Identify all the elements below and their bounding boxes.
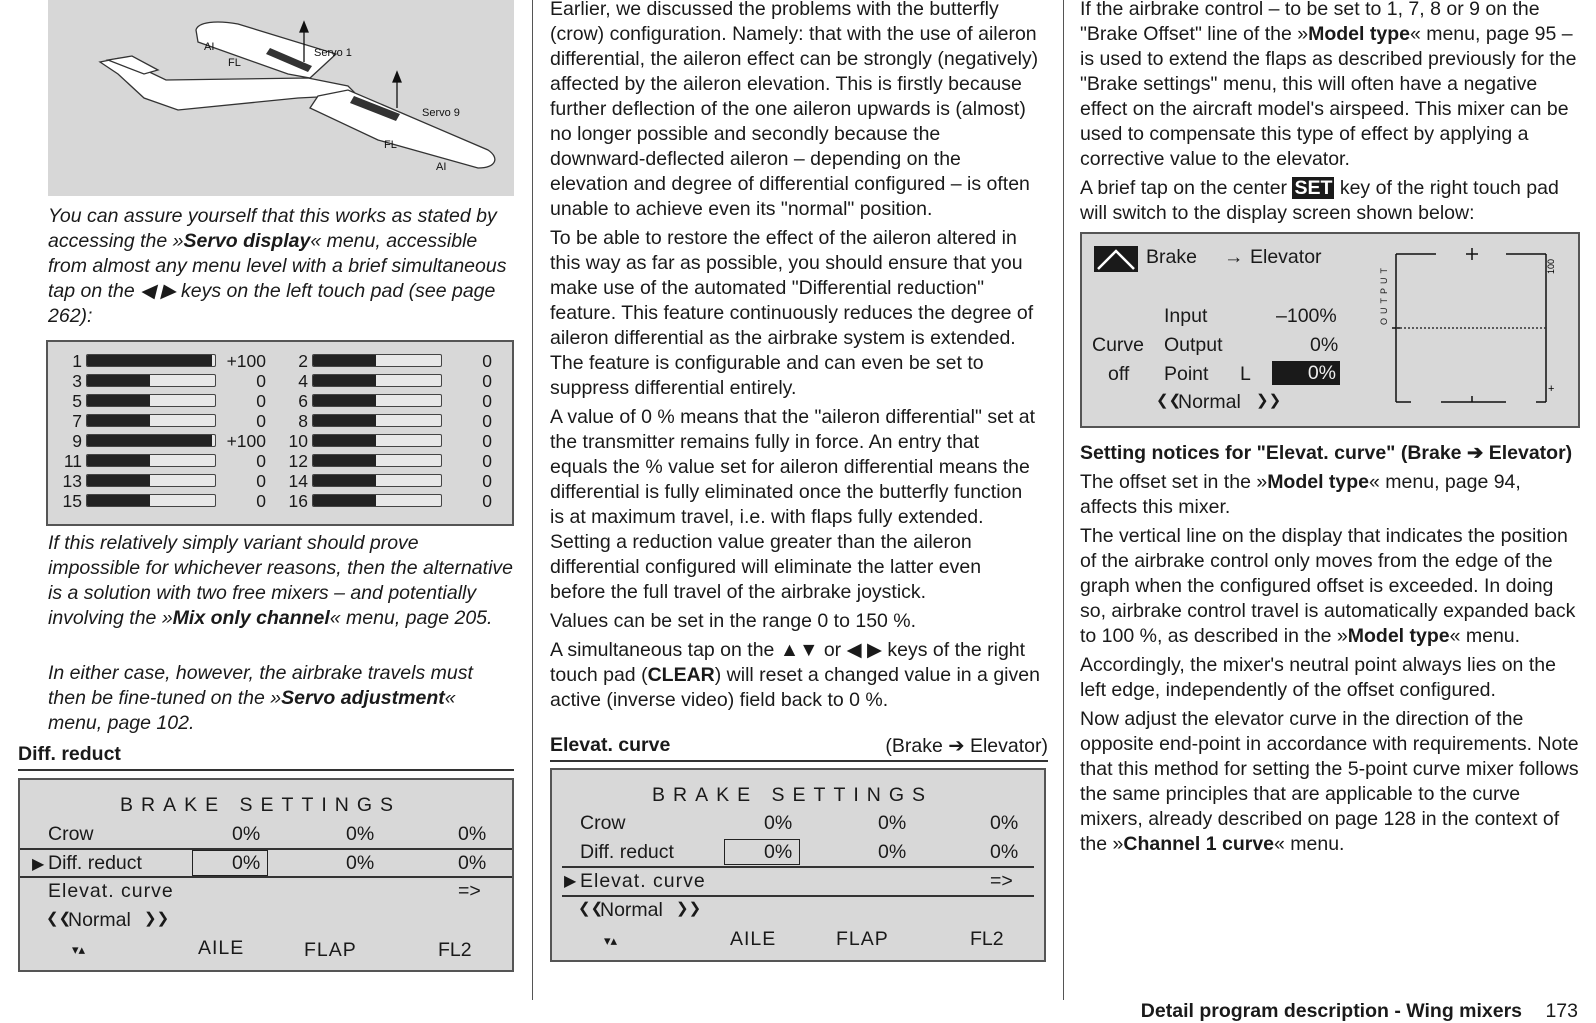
chevron-left-icon[interactable]: ❮❮ — [1156, 392, 1182, 409]
point-label: Point — [1164, 363, 1209, 385]
servo-channel-number: 11 — [63, 451, 82, 471]
curve-mode-icon[interactable] — [1094, 246, 1138, 272]
crow-aile[interactable]: 0% — [232, 823, 261, 845]
label-fl-top: FL — [228, 57, 241, 69]
servo-row-12 — [274, 451, 494, 471]
column-fl2: FL2 — [438, 939, 472, 961]
paragraph-vertical-line: The vertical line on the display that indicates the position of the airbrake control only moves from the edge of the graph when the configured offset is exceeded. In doing so, airbrake control travel is automatically expanded back to 100 %, as described in the »Model type« menu. — [1080, 525, 1576, 647]
row-elevat-curve-label[interactable]: Elevat. curve — [48, 880, 174, 902]
diff-reduct-flap[interactable]: 0% — [346, 852, 375, 874]
servo-position-bar — [86, 394, 216, 407]
diff-reduct-aile[interactable]: 0% — [764, 841, 793, 863]
updown-arrows-icon: ▾▴ — [604, 933, 618, 948]
row-selection-marker: ▶ — [32, 856, 45, 873]
row-selection-marker: ▶ — [564, 873, 577, 890]
crow-flap[interactable]: 0% — [878, 812, 907, 834]
diff-reduct-fl2[interactable]: 0% — [990, 841, 1019, 863]
servo-row-9 — [48, 431, 268, 451]
servo-position-bar — [86, 454, 216, 467]
diff-reduct-flap[interactable]: 0% — [878, 841, 907, 863]
crow-fl2[interactable]: 0% — [990, 812, 1019, 834]
page-footer — [1141, 1000, 1578, 1023]
servo-position-bar — [312, 414, 442, 427]
mixer-to: Elevator — [1250, 246, 1322, 268]
servo-channel-number: 3 — [72, 371, 82, 391]
servo-row-3 — [48, 371, 268, 391]
servo-row-8 — [274, 411, 494, 431]
arrow-right-icon: → — [1224, 246, 1244, 268]
paragraph-set-key: A brief tap on the center SET key of the right touch pad will switch to the display screen shown below: — [1080, 177, 1559, 224]
servo-row-15 — [48, 491, 268, 511]
submenu-arrow-icon[interactable]: => — [990, 870, 1013, 892]
output-label: Output — [1164, 334, 1223, 356]
paragraph-neutral-point: Accordingly, the mixer's neutral point always lies on the left edge, independently of the offset configured. — [1080, 654, 1556, 701]
row-elevat-curve-label[interactable]: Elevat. curve — [580, 870, 706, 892]
servo-channel-number: 8 — [298, 411, 308, 431]
brake-settings-screen-1 — [18, 778, 514, 972]
label-servo9: Servo 9 — [422, 107, 460, 119]
column-aile: AILE — [730, 928, 777, 950]
brake-elevator-curve-screen — [1080, 232, 1580, 428]
row-crow-label: Crow — [48, 823, 94, 845]
servo-position-bar — [86, 434, 216, 447]
paragraph-value-meaning: A value of 0 % means that the "aileron differential" set at the transmitter remains fully in force. An entry that equals the % value set for aileron differential means the differential is fully eliminated once the butterfly function is at maximum travel, i.e. with flaps fully extended. Setting a reduction value greater than the aileron differential configured will eliminate the latter even before the full travel of the airbrake joystick. — [550, 406, 1036, 603]
output-axis-label: OUTPUT — [1379, 264, 1389, 325]
section-underline — [550, 760, 1048, 762]
flight-phase-label: Normal — [68, 909, 131, 931]
servo-value: 0 — [482, 491, 492, 511]
servo-value: 0 — [482, 451, 492, 471]
column-flap: FLAP — [304, 939, 357, 961]
servo-row-2 — [274, 351, 494, 371]
servo-position-bar — [312, 454, 442, 467]
chevron-left-icon[interactable]: ❮❮ — [578, 900, 604, 917]
servo-position-bar — [86, 474, 216, 487]
servo-row-11 — [48, 451, 268, 471]
servo-value: +100 — [226, 351, 266, 371]
input-label: Input — [1164, 305, 1208, 327]
section-title-elevat-curve: Elevat. curve — [550, 734, 671, 756]
servo-position-bar — [86, 414, 216, 427]
diff-reduct-aile[interactable]: 0% — [232, 852, 261, 874]
glider-diagram — [48, 0, 514, 196]
servo-channel-number: 12 — [288, 451, 308, 471]
paragraph-diff-reduction: To be able to restore the effect of the aileron altered in this way as far as possible, you should ensure that you make use of the automated "Differential reduction" feature. This feature continuously reduces the degree of aileron differential as the airbrake system is extended. The feature is configurable and can even be set to suppress differential entirely. — [550, 227, 1034, 399]
servo-position-bar — [312, 374, 442, 387]
servo-value: 0 — [256, 371, 266, 391]
servo-row-1 — [48, 351, 268, 371]
servo-channel-number: 2 — [298, 351, 308, 371]
brake-settings-screen-2 — [550, 768, 1046, 962]
servo-channel-number: 10 — [288, 431, 308, 451]
servo-position-bar — [312, 474, 442, 487]
servo-row-6 — [274, 391, 494, 411]
section-underline — [18, 769, 514, 771]
lcd-title: BRAKE SETTINGS — [120, 794, 402, 816]
label-servo1: Servo 1 — [314, 47, 352, 59]
point-value: 0% — [1307, 362, 1336, 384]
label-ai-bottom: AI — [436, 161, 447, 173]
chevron-left-icon[interactable]: ❮❮ — [46, 910, 72, 927]
mixer-from: Brake — [1146, 246, 1197, 268]
row-divider — [562, 866, 1034, 868]
paragraph-range: Values can be set in the range 0 to 150 %. — [550, 610, 917, 632]
row-crow-label: Crow — [580, 812, 626, 834]
servo-position-bar — [86, 374, 216, 387]
servo-row-16 — [274, 491, 494, 511]
curve-label: Curve — [1092, 334, 1145, 356]
section-subtitle: (Brake ➔ Elevator) — [885, 735, 1048, 757]
servo-value: +100 — [226, 431, 266, 451]
servo-channel-number: 6 — [298, 391, 308, 411]
submenu-arrow-icon[interactable]: => — [458, 880, 481, 902]
row-divider — [562, 895, 1034, 897]
servo-position-bar — [312, 434, 442, 447]
column-aile: AILE — [198, 937, 245, 959]
servo-value: 0 — [256, 491, 266, 511]
paragraph-offset: The offset set in the »Model type« menu, page 94, affects this mixer. — [1080, 471, 1521, 518]
servo-value: 0 — [482, 391, 492, 411]
chevron-right-icon[interactable]: ❯❯ — [676, 900, 702, 917]
servo-row-7 — [48, 411, 268, 431]
flight-phase-label: Normal — [1178, 391, 1241, 413]
chevron-right-icon[interactable]: ❯❯ — [1256, 392, 1282, 409]
servo-value: 0 — [256, 391, 266, 411]
label-fl-bottom: FL — [384, 139, 397, 151]
servo-position-bar — [312, 354, 442, 367]
crow-fl2[interactable]: 0% — [458, 823, 487, 845]
servo-channel-number: 4 — [298, 371, 308, 391]
column-flap: FLAP — [836, 928, 889, 950]
diff-reduct-fl2[interactable]: 0% — [458, 852, 487, 874]
servo-channel-number: 9 — [72, 431, 82, 451]
axis-top-label: 100 — [1546, 258, 1556, 274]
servo-value: 0 — [482, 431, 492, 451]
paragraph-adjust-curve: Now adjust the elevator curve in the direction of the opposite end-point in accordance with requirements. Note that this method for setting the 5-point curve mixer follows the same principles that are applicable to the curve mixers, already described on page 128 in the context of the »Channel 1 curve« menu. — [1080, 708, 1579, 855]
section-title-diff-reduct: Diff. reduct — [18, 743, 121, 765]
crow-aile[interactable]: 0% — [764, 812, 793, 834]
servo-row-13 — [48, 471, 268, 491]
lcd-title: BRAKE SETTINGS — [652, 784, 934, 806]
servo-position-bar — [86, 494, 216, 507]
paragraph-clear: A simultaneous tap on the ▲▼ or ◀ ▶ keys of the right touch pad (CLEAR) will reset a changed value in a given active (inverse video) field back to 0 %. — [550, 639, 1040, 711]
label-ai-top: AI — [204, 41, 215, 53]
column-divider — [532, 0, 533, 1000]
setting-notices-heading: Setting notices for "Elevat. curve" (Brake ➔ Elevator) — [1080, 442, 1573, 464]
servo-channel-number: 14 — [288, 471, 308, 491]
servo-value: 0 — [482, 471, 492, 491]
servo-row-10 — [274, 431, 494, 451]
crow-flap[interactable]: 0% — [346, 823, 375, 845]
servo-value: 0 — [256, 451, 266, 471]
servo-display — [46, 340, 514, 526]
point-value-field[interactable] — [1272, 361, 1340, 385]
paragraph-airbrake-offset: If the airbrake control – to be set to 1, 7, 8 or 9 on the "Brake Offset" line of the »Model type« menu, page 95 – is used to extend the flaps as described previously for the "Brake settings" menu, this will often have a negative effect on the aircraft model's airspeed. This mixer can be used to compensate this type of effect by applying a corrective value to the elevator. — [1080, 0, 1577, 170]
output-value: 0% — [1310, 334, 1339, 356]
servo-row-5 — [48, 391, 268, 411]
row-diff-reduct-label[interactable]: Diff. reduct — [580, 841, 674, 863]
set-key-label: SET — [1294, 177, 1333, 199]
row-diff-reduct-label[interactable]: Diff. reduct — [48, 852, 142, 874]
servo-value: 0 — [256, 411, 266, 431]
input-value: –100% — [1276, 305, 1337, 327]
column-fl2: FL2 — [970, 928, 1004, 950]
servo-channel-number: 5 — [72, 391, 82, 411]
servo-position-bar — [312, 394, 442, 407]
axis-plus-label: + — [1548, 383, 1555, 395]
servo-channel-number: 1 — [72, 351, 82, 371]
servo-display-paragraph: You can assure yourself that this works as stated by accessing the »Servo display« menu, accessible from almost any menu level with a brief simultaneous tap on the ◀ ▶ keys on the left touch pad (see page 262): — [48, 205, 507, 327]
paragraph-intro: Earlier, we discussed the problems with the butterfly (crow) configuration. Namely: that with the use of aileron differential, the aileron effect can be strongly (negatively) affected by the aileron elevation. This is firstly because further deflection of the one aileron upwards is (almost) no longer possible and secondly because the downward-deflected aileron – depending on the elevation and degree of differential configured – is often unable to achieve even its "normal" position. — [550, 0, 1039, 220]
page-number: 173 — [1545, 1000, 1578, 1022]
footer-section-title: Detail program description - Wing mixers — [1140, 1000, 1523, 1022]
servo-channel-number: 16 — [288, 491, 308, 511]
servo-position-bar — [312, 494, 442, 507]
fine-tune-paragraph: In either case, however, the airbrake travels must then be fine-tuned on the »Servo adjustment« menu, page 102. — [48, 662, 473, 734]
column-divider — [1063, 0, 1064, 1000]
servo-value: 0 — [482, 351, 492, 371]
flight-phase-label: Normal — [600, 899, 663, 921]
alternative-paragraph: If this relatively simply variant should prove impossible for whichever reasons, then the alternative is a solution with two free mixers – and potentially involving the »Mix only channel« menu, page 205. — [48, 532, 513, 629]
servo-channel-number: 15 — [62, 491, 82, 511]
curve-off-value[interactable]: off — [1108, 363, 1130, 385]
row-divider — [20, 876, 512, 878]
servo-value: 0 — [256, 471, 266, 491]
curve-graph — [1386, 244, 1576, 414]
servo-value: 0 — [482, 411, 492, 431]
servo-position-bar — [86, 354, 216, 367]
point-side: L — [1240, 363, 1251, 385]
servo-channel-number: 7 — [72, 411, 82, 431]
chevron-right-icon[interactable]: ❯❯ — [144, 910, 170, 927]
servo-row-4 — [274, 371, 494, 391]
servo-channel-number: 13 — [62, 471, 82, 491]
updown-arrows-icon: ▾▴ — [72, 942, 86, 957]
servo-value: 0 — [482, 371, 492, 391]
servo-row-14 — [274, 471, 494, 491]
